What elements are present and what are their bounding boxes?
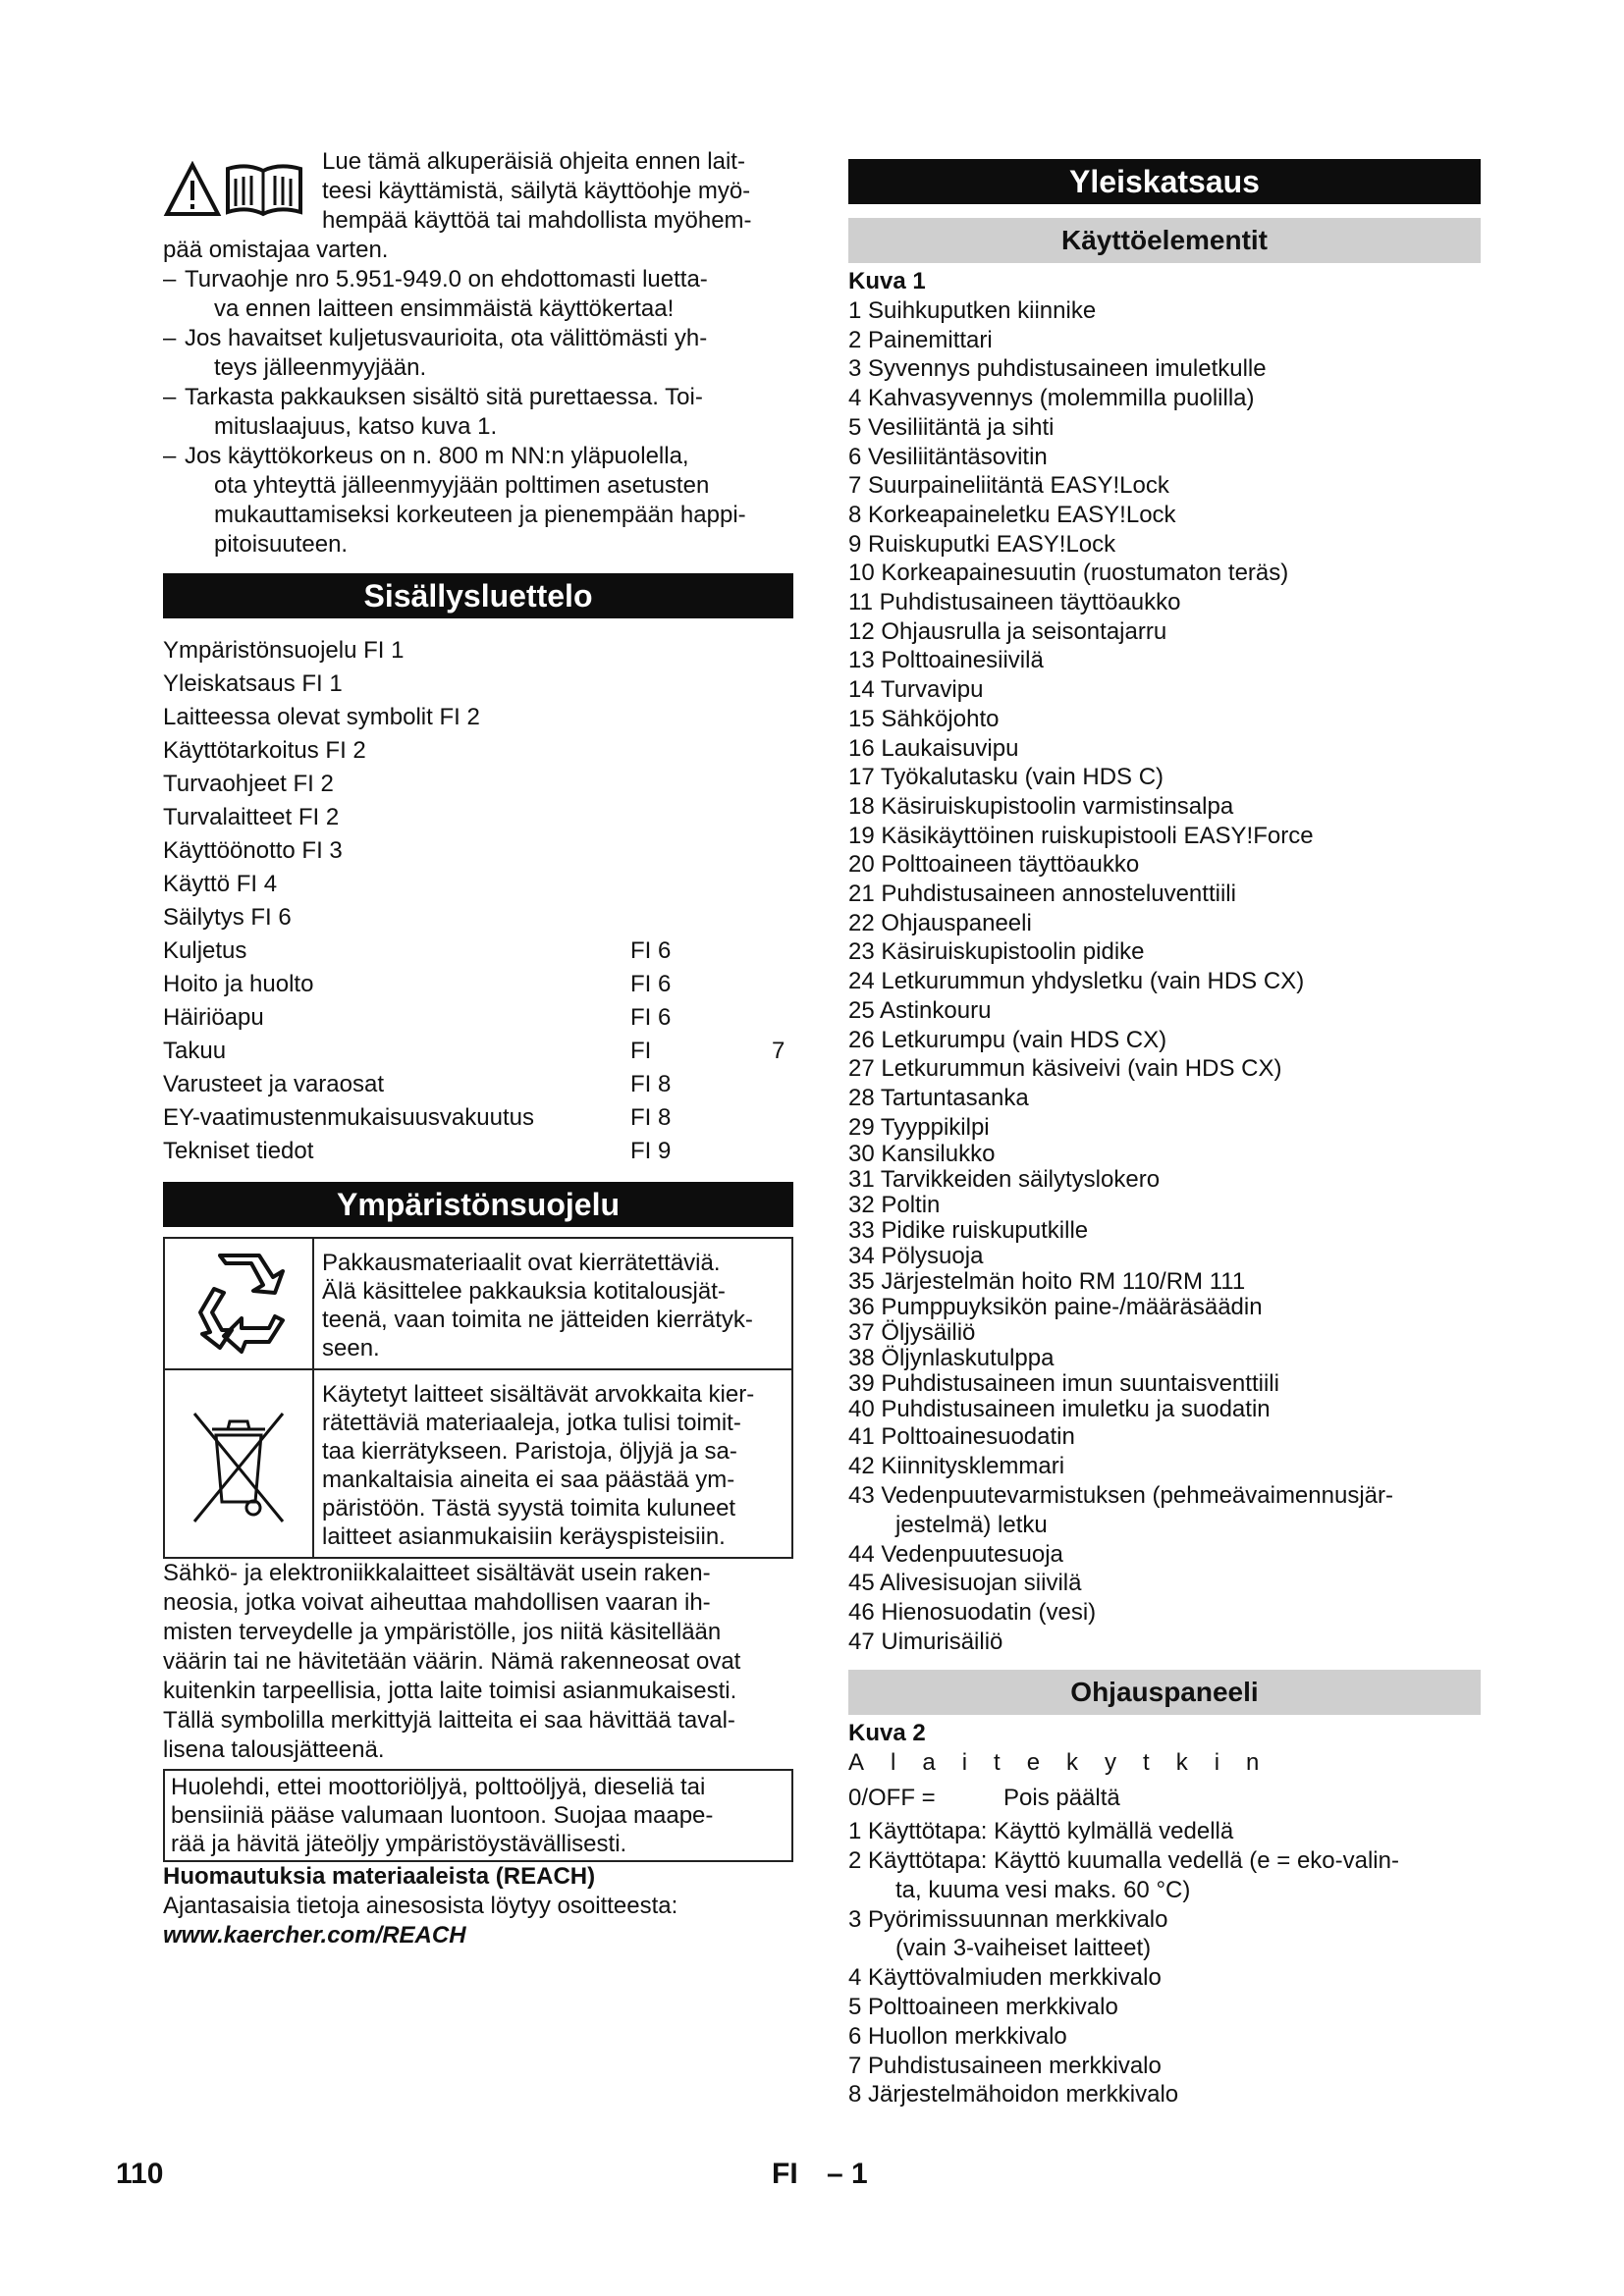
environment-heading: Ympäristönsuojelu	[163, 1182, 793, 1227]
list-item: 16 Laukaisuvipu	[848, 734, 1019, 762]
switch-title: Alaitekytkin	[848, 1749, 1286, 1777]
intro-section	[163, 147, 793, 560]
list-item: 39 Puhdistusaineen imun suuntaisventtiili	[848, 1370, 1279, 1398]
environment-row-packaging	[165, 1239, 791, 1370]
list-item: 19 Käsikäyttöinen ruiskupistooli EASY!Force	[848, 822, 1314, 849]
list-item-cont: ta, kuuma vesi maks. 60 °C)	[895, 1876, 1191, 1903]
list-item: 32 Poltin	[848, 1192, 941, 1219]
list-item: 10 Korkeapainesuutin (ruostumaton teräs)	[848, 560, 1289, 587]
list-item: 46 Hienosuodatin (vesi)	[848, 1598, 1097, 1626]
list-item: 25 Astinkouru	[848, 996, 992, 1024]
list-item: 8 Korkeapaineletku EASY!Lock	[848, 501, 1176, 528]
intro-text-tail: pää omistajaa varten.	[163, 237, 389, 263]
list-item: 26 Letkurumpu (vain HDS CX)	[848, 1026, 1167, 1053]
list-item: 4 Käyttövalmiuden merkkivalo	[848, 1964, 1162, 1992]
toc-heading: Sisällysluettelo	[163, 573, 793, 618]
overview-heading: Yleiskatsaus	[848, 159, 1481, 204]
list-item: 38 Öljynlaskutulppa	[848, 1345, 1055, 1372]
list-item: 6 Huollon merkkivalo	[848, 2022, 1067, 2050]
intro-bullet-cont: va ennen laitteen ensimmäistä käyttökertaa!	[214, 295, 675, 322]
list-item: 33 Pidike ruiskuputkille	[848, 1217, 1089, 1245]
list-item: 24 Letkurummun yhdysletku (vain HDS CX)	[848, 968, 1305, 995]
toc-entry[interactable]: Käyttö FI 4	[163, 871, 278, 897]
list-item: 18 Käsiruiskupistoolin varmistinsalpa	[848, 792, 1234, 820]
controls-heading: Käyttöelementit	[848, 218, 1481, 263]
list-item: 22 Ohjauspaneeli	[848, 909, 1032, 936]
list-item: 30 Kansilukko	[848, 1141, 996, 1168]
list-item-cont: (vain 3-vaiheiset laitteet)	[895, 1935, 1152, 1962]
list-item: 3 Pyörimissuunnan merkkivalo	[848, 1905, 1168, 1933]
list-item: 7 Puhdistusaineen merkkivalo	[848, 2052, 1162, 2079]
list-item: 34 Pölysuoja	[848, 1243, 984, 1270]
list-item: 3 Syvennys puhdistusaineen imuletkulle	[848, 355, 1267, 383]
toc-entry[interactable]: Kuljetus FI 6	[163, 937, 672, 964]
list-item: 37 Öljysäiliö	[848, 1319, 976, 1347]
intro-bullet-cont: ota yhteyttä jälleenmyyjään polttimen asetusten mukauttamiseksi korkeuteen ja pienempään happi- pitoisuuteen.	[214, 472, 746, 558]
page-number: 110	[116, 2158, 164, 2190]
list-item: 29 Tyyppikilpi	[848, 1113, 990, 1141]
intro-bullet: – Jos havaitset kuljetusvaurioita, ota välittömästi yh-	[163, 325, 708, 351]
reach-heading: Huomautuksia materiaaleista (REACH)	[163, 1863, 596, 1890]
list-item: 15 Sähköjohto	[848, 705, 1000, 732]
list-item: 35 Järjestelmän hoito RM 110/RM 111	[848, 1268, 1246, 1296]
toc-entry[interactable]: Ympäristönsuojelu FI 1	[163, 637, 405, 664]
figure-2-label: Kuva 2	[848, 1720, 926, 1747]
electronics-paragraph: Sähkö- ja elektroniikkalaitteet sisältävät usein raken- neosia, jotka voivat aiheuttaa mahdollisen vaaran ih- misten terveydelle ja ympäristölle, jos niitä käsitellään väärin tai ne hävitetään väärin. Nämä rakenneosat ovat kuitenkin tarpeellisia, jotta laite toimisi asianmukaisesti. Tällä symbolilla merkittyjä laitteita ei saa hävittää taval- lisena talousjätteenä.	[163, 1560, 741, 1763]
list-item: 8 Järjestelmähoidon merkkivalo	[848, 2081, 1179, 2109]
toc-entry[interactable]: Turvaohjeet FI 2	[163, 771, 334, 797]
toc-entry[interactable]: Turvalaitteet FI 2	[163, 804, 340, 830]
packaging-text: Pakkausmateriaalit ovat kierrätettäviä. Älä käsittelee pakkauksia kotitalousjät- teenä, vaan toimita ne jätteiden kierrätyk- seen.	[322, 1250, 753, 1362]
off-key: 0/OFF =	[848, 1785, 936, 1812]
component-list-end	[848, 1540, 1481, 1657]
footer-page-local: – 1	[827, 2158, 868, 2190]
control-panel-heading: Ohjauspaneeli	[848, 1670, 1481, 1715]
off-row	[848, 1784, 1481, 1813]
list-item: 2 Painemittari	[848, 326, 993, 353]
toc-entry[interactable]: Tekniset tiedot FI 9	[163, 1138, 672, 1164]
intro-bullet-cont: mituslaajuus, katso kuva 1.	[214, 413, 498, 440]
list-item: 42 Kiinnitysklemmari	[848, 1453, 1065, 1480]
toc-entry[interactable]: Takuu FI 7	[163, 1038, 785, 1064]
figure-1-label: Kuva 1	[848, 268, 926, 294]
intro-bullet: – Turvaohje nro 5.951-949.0 on ehdottomasti luetta-	[163, 266, 708, 293]
list-item: 13 Polttoainesiivilä	[848, 647, 1044, 674]
list-item: 11 Puhdistusaineen täyttöaukko	[848, 589, 1181, 616]
table-of-contents	[163, 634, 793, 1168]
environment-table	[163, 1237, 793, 1559]
intro-bullet: – Tarkasta pakkauksen sisältö sitä purettaessa. Toi-	[163, 384, 703, 410]
list-item: 44 Vedenpuutesuoja	[848, 1540, 1063, 1568]
footer-lang: FI	[772, 2158, 798, 2190]
list-item: 20 Polttoaineen täyttöaukko	[848, 851, 1140, 879]
recycle-icon	[165, 1239, 314, 1368]
list-item: 21 Puhdistusaineen annosteluventtiili	[848, 881, 1236, 908]
intro-bullet-cont: teys jälleenmyyjään.	[214, 354, 427, 381]
reach-text: Ajantasaisia tietoja ainesosista löytyy osoitteesta:	[163, 1893, 678, 1919]
toc-entry[interactable]: EY-vaatimustenmukaisuusvakuutus FI 8	[163, 1104, 672, 1131]
list-item: 14 Turvavipu	[848, 676, 984, 704]
list-item: 4 Kahvasyvennys (molemmilla puolilla)	[848, 385, 1255, 412]
list-item: 1 Käyttötapa: Käyttö kylmällä vedellä	[848, 1818, 1234, 1845]
list-item-cont: jestelmä) letku	[895, 1511, 1048, 1538]
toc-entry[interactable]: Laitteessa olevat symbolit FI 2	[163, 704, 480, 730]
intro-text: Lue tämä alkuperäisiä ohjeita ennen lait- teesi käyttämistä, säilytä käyttöohje myö- hempää käyttöä tai mahdollista myöhem-	[322, 148, 752, 234]
toc-entry[interactable]: Häiriöapu FI 6	[163, 1004, 672, 1031]
reach-link[interactable]: www.kaercher.com/REACH	[163, 1922, 466, 1949]
list-item: 7 Suurpaineliitäntä EASY!Lock	[848, 472, 1169, 500]
list-item: 5 Polttoaineen merkkivalo	[848, 1994, 1118, 2021]
component-list-compact	[848, 1142, 1481, 1422]
list-item: 5 Vesiliitäntä ja sihti	[848, 413, 1055, 441]
crossed-bin-icon	[165, 1370, 314, 1557]
list-item: 2 Käyttötapa: Käyttö kuumalla vedellä (e = eko-valin-	[848, 1847, 1399, 1875]
environment-row-devices	[165, 1370, 791, 1557]
list-item: 1 Suihkuputken kiinnike	[848, 297, 1097, 324]
toc-entry[interactable]: Hoito ja huolto FI 6	[163, 971, 672, 997]
list-item: 41 Polttoainesuodatin	[848, 1423, 1075, 1451]
list-item: 40 Puhdistusaineen imuletku ja suodatin	[848, 1396, 1271, 1423]
list-item: 17 Työkalutasku (vain HDS C)	[848, 764, 1164, 791]
toc-entry[interactable]: Käyttötarkoitus FI 2	[163, 737, 366, 764]
devices-text: Käytetyt laitteet sisältävät arvokkaita kier- rätettäviä materiaaleja, jotka tulisi toimit- taa kierrätykseen. Paristoja, öljyjä ja sa- mankaltaisia aineita ei saa päästää ym- päristöön. Tästä syystä toimita kuluneet laitteet asianmukaisiin keräyspisteisiin.	[322, 1381, 755, 1550]
toc-entry[interactable]: Käyttöönotto FI 3	[163, 837, 343, 864]
list-item: 43 Vedenpuutevarmistuksen (pehmeävaimennusjär-	[848, 1481, 1393, 1509]
list-item: 36 Pumppuyksikön paine-/määräsäädin	[848, 1294, 1263, 1321]
list-item: 27 Letkurummun käsiveivi (vain HDS CX)	[848, 1055, 1282, 1083]
list-item: 31 Tarvikkeiden säilytyslokero	[848, 1166, 1161, 1194]
toc-entry[interactable]: Varusteet ja varaosat FI 8	[163, 1071, 672, 1097]
list-item: 6 Vesiliitäntäsovitin	[848, 443, 1048, 470]
control-panel-list	[848, 1963, 1481, 2109]
toc-entry[interactable]: Yleiskatsaus FI 1	[163, 670, 343, 697]
list-item: 9 Ruiskuputki EASY!Lock	[848, 530, 1116, 558]
left-column	[163, 147, 793, 1950]
oil-notice-box: Huolehdi, ettei moottoriöljyä, polttoöljyä, dieseliä tai bensiiniä pääse valumaan luontoon. Suojaa maape- rää ja hävitä jäteöljy ympäristöystävällisesti.	[163, 1769, 793, 1862]
right-column	[848, 159, 1481, 2109]
component-list	[848, 296, 1481, 1142]
component-list-tail	[848, 1422, 1481, 1480]
list-item: 45 Alivesisuojan siivilä	[848, 1570, 1082, 1597]
list-item: 23 Käsiruiskupistoolin pidike	[848, 938, 1145, 966]
toc-entry[interactable]: Säilytys FI 6	[163, 904, 292, 931]
warning-manual-icon	[163, 161, 310, 218]
off-value: Pois päältä	[1003, 1785, 1120, 1812]
list-item: 12 Ohjausrulla ja seisontajarru	[848, 617, 1167, 645]
list-item: 28 Tartuntasanka	[848, 1084, 1029, 1111]
intro-bullet: – Jos käyttökorkeus on n. 800 m NN:n yläpuolella,	[163, 443, 689, 469]
list-item: 47 Uimurisäiliö	[848, 1628, 1003, 1655]
